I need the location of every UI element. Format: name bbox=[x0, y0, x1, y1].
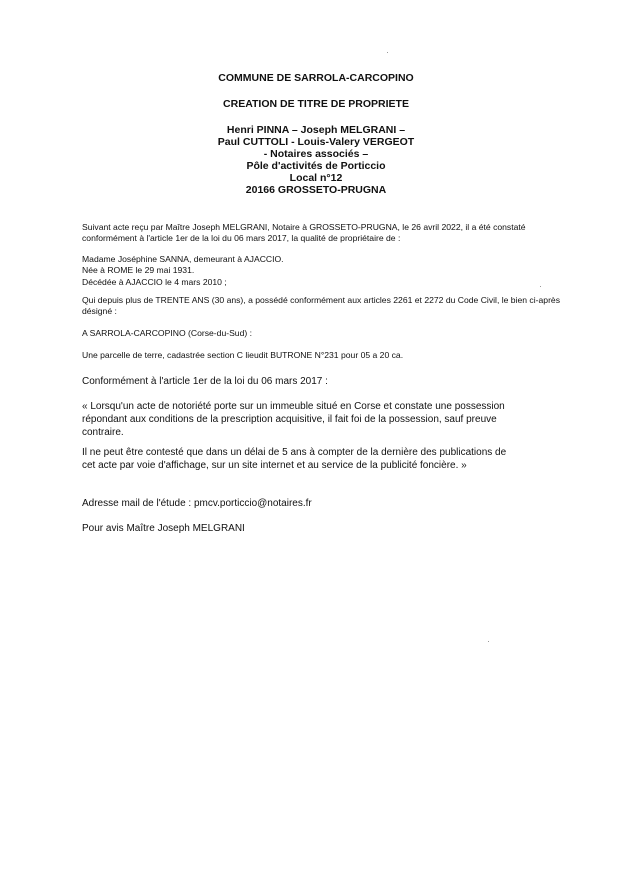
parcelle-description: Une parcelle de terre, cadastrée section C lieudit BUTRONE N°231 pour 05 a 20 ca. bbox=[82, 350, 404, 360]
commune-heading: COMMUNE DE SARROLA-CARCOPINO bbox=[218, 72, 414, 84]
notaires-line: - Notaires associés – bbox=[263, 148, 369, 160]
proprietaire-line: Décédée à AJACCIO le 4 mars 2010 ; bbox=[82, 276, 227, 287]
commune-location: A SARROLA-CARCOPINO (Corse-du-Sud) : bbox=[82, 328, 253, 338]
possession-paragraph: Qui depuis plus de TRENTE ANS (30 ans), a possédé conformément aux articles 2261 et 2272 du Code Civil, le bien ci-après désigné : bbox=[82, 295, 561, 317]
scan-speck bbox=[488, 641, 489, 642]
article-reference: Conformément à l'article 1er de la loi du 06 mars 2017 : bbox=[82, 376, 328, 387]
signature-line: Pour avis Maître Joseph MELGRANI bbox=[82, 523, 245, 534]
scan-speck bbox=[387, 52, 388, 53]
proprietaire-block bbox=[82, 254, 562, 288]
notaires-line: 20166 GROSSETO-PRUGNA bbox=[245, 184, 387, 196]
notaires-line: Pôle d'activités de Porticcio bbox=[246, 160, 386, 172]
notaires-block bbox=[0, 124, 632, 196]
notaires-line: Henri PINNA – Joseph MELGRANI – bbox=[226, 124, 406, 136]
proprietaire-line: Née à ROME le 29 mai 1931. bbox=[82, 265, 195, 276]
proprietaire-line: Madame Joséphine SANNA, demeurant à AJACCIO. bbox=[82, 254, 284, 264]
scan-speck bbox=[540, 286, 541, 287]
notaires-line: Paul CUTTOLI - Louis-Valery VERGEOT bbox=[217, 136, 415, 148]
notaires-line: Local n°12 bbox=[289, 172, 343, 184]
quote-paragraph-2: Il ne peut être contesté que dans un délai de 5 ans à compter de la dernière des publications de cet acte par voie d'affichage, sur un site internet et au service de la publicité foncière. » bbox=[82, 447, 507, 472]
document-title: CREATION DE TITRE DE PROPRIETE bbox=[223, 98, 409, 110]
quote-paragraph-1: « Lorsqu'un acte de notoriété porte sur un immeuble situé en Corse et constate une possession répondant aux conditions de la prescription acquisitive, il fait foi de la possession, sauf preuve contraire. bbox=[82, 401, 505, 439]
email-line: Adresse mail de l'étude : pmcv.porticcio@notaires.fr bbox=[82, 498, 312, 509]
acte-paragraph: Suivant acte reçu par Maître Joseph MELGRANI, Notaire à GROSSETO-PRUGNA, le 26 avril 2022, il a été constaté conformément à l'article 1er de la loi du 06 mars 2017, la qualité de propriétaire de : bbox=[82, 222, 526, 244]
